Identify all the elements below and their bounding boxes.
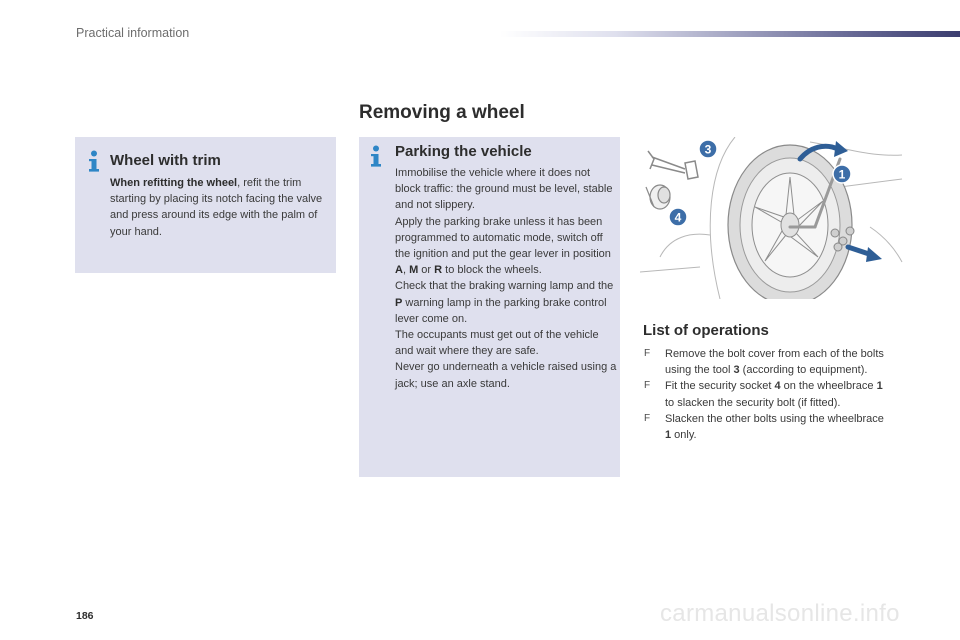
operation-3-a: Slacken the other bolts using the wheelbrace <box>665 412 884 425</box>
page-number: 186 <box>76 610 94 622</box>
callout-3 <box>699 140 717 158</box>
separator: or <box>418 264 435 277</box>
operation-2-b: on the wheelbrace <box>780 380 877 393</box>
wheel-trim-lead: When refitting the wheel <box>110 177 238 189</box>
gear-position-a: A <box>395 264 403 277</box>
callout-1 <box>833 165 851 183</box>
info-icon <box>368 145 384 167</box>
operation-2-a: Fit the security socket <box>665 380 775 393</box>
operations-heading: List of operations <box>643 322 769 339</box>
page-title: Removing a wheel <box>359 102 525 123</box>
checkbox-marker-icon: F <box>644 348 651 359</box>
tool-number: 1 <box>665 429 672 442</box>
parking-heading: Parking the vehicle <box>395 143 532 160</box>
wheel-trim-box <box>75 137 336 273</box>
operation-3-b: only. <box>671 429 697 442</box>
tool-number: 4 <box>774 380 781 393</box>
security-socket <box>646 185 670 209</box>
parking-para-5: Never go underneath a vehicle raised using a jack; use an axle stand. <box>395 361 617 390</box>
operations-list <box>643 346 893 443</box>
checkbox-marker-icon: F <box>644 380 651 392</box>
section-label: Practical information <box>76 26 190 40</box>
parking-para-2 <box>395 214 617 279</box>
operation-2-c: to slacken the security bolt (if fitted). <box>665 396 841 409</box>
list-item <box>643 378 893 410</box>
separator: , <box>402 264 410 277</box>
callout-1-label: 1 <box>838 167 846 182</box>
removal-arrow-head <box>866 247 882 262</box>
tool-number: 1 <box>876 380 883 393</box>
checkbox-marker-icon: F <box>644 412 651 424</box>
parking-para-3-a: Check that the braking warning lamp and the <box>395 280 614 293</box>
callout-4 <box>669 208 687 226</box>
info-icon <box>86 150 102 172</box>
parking-para-2-a: Apply the parking brake unless it has been programmed to automatic mode, switch off the ignition and put the gear lever in position <box>395 215 611 261</box>
wheel-trim-heading: Wheel with trim <box>110 152 221 169</box>
parking-para-4: The occupants must get out of the vehicle and wait where they are safe. <box>395 329 599 358</box>
list-item <box>643 411 893 443</box>
parking-box <box>359 137 620 477</box>
watermark: carmanualsonline.info <box>660 600 900 627</box>
gear-position-r: R <box>434 264 443 277</box>
tool-number: 3 <box>733 364 740 377</box>
operation-1-a: Remove the bolt cover from each of the bolts using the tool <box>665 348 884 377</box>
wheel-removal-illustration <box>640 137 904 299</box>
lamp-p: P <box>395 296 403 309</box>
operation-1-b: (according to equipment). <box>739 364 868 377</box>
bolt-cover-tool <box>648 151 698 179</box>
callout-4-label: 4 <box>674 210 682 225</box>
gear-position-m: M <box>409 264 419 277</box>
header-bar <box>500 31 960 37</box>
parking-para-3 <box>395 278 617 327</box>
wheel-trim-body: , refit the trim starting by placing its notch facing the valve and press around its edge with the palm of your hand. <box>110 177 323 238</box>
parking-para-1: Immobilise the vehicle where it does not block traffic: the ground must be level, stable and not slippery. <box>395 167 613 212</box>
wheel-trim-text <box>110 175 330 240</box>
parking-para-3-b: warning lamp in the parking brake control lever come on. <box>395 296 607 325</box>
parking-text <box>395 165 617 392</box>
callout-3-label: 3 <box>704 142 712 157</box>
parking-para-2-b: to block the wheels. <box>442 264 542 277</box>
list-item <box>643 346 893 378</box>
